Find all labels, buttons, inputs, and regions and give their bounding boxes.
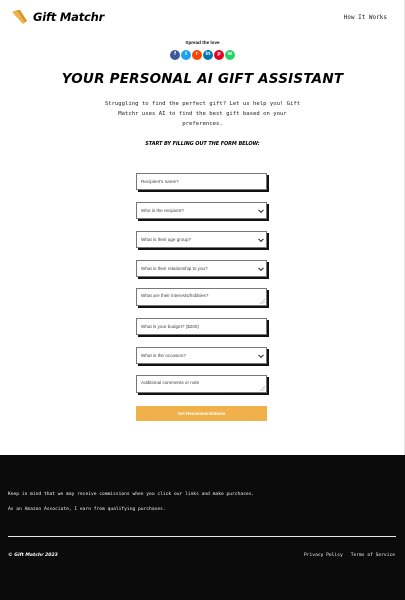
brand-logo[interactable] <box>11 9 104 25</box>
form-heading: START BY FILLING OUT THE FORM BELOW: <box>145 141 260 147</box>
site-footer <box>0 455 405 600</box>
age-group-select-value: What is their age group? <box>141 237 192 242</box>
chevron-down-icon <box>258 352 264 358</box>
chevron-down-icon <box>258 207 264 213</box>
reddit-icon[interactable]: r <box>192 50 202 60</box>
relationship-select-value: What is their relationship to you? <box>141 266 208 271</box>
recipient-name-input[interactable] <box>136 173 267 190</box>
ribbon-icon <box>11 9 29 25</box>
occasion-select[interactable] <box>136 347 267 364</box>
intro-text: Struggling to find the perfect gift? Let us help you! Gift Matchr uses AI to find the best gift based on your preferences. <box>104 101 301 127</box>
pinterest-icon[interactable]: p <box>214 50 224 60</box>
resize-handle-icon[interactable] <box>260 299 265 304</box>
budget-input[interactable] <box>136 318 267 335</box>
amazon-disclaimer: As an Amazon Associate, I earn from qualifying purchases. <box>8 507 166 512</box>
linkedin-icon[interactable]: in <box>203 50 213 60</box>
twitter-icon[interactable]: t <box>181 50 191 60</box>
interests-placeholder: What are their interests/hobbies? <box>141 293 209 298</box>
terms-of-service-link[interactable]: Terms of Service <box>350 553 395 558</box>
commission-disclaimer: Keep in mind that we may receive commissions when you click our links and make purchases. <box>8 492 255 497</box>
legal-links <box>304 553 395 558</box>
chevron-down-icon <box>258 236 264 242</box>
facebook-icon[interactable]: f <box>170 50 180 60</box>
get-recommendations-button[interactable]: Get Recommendations <box>136 406 267 421</box>
chevron-down-icon <box>258 265 264 271</box>
occasion-select-value: What is the occasion? <box>141 353 186 358</box>
age-group-select[interactable] <box>136 231 267 248</box>
site-header <box>0 0 405 34</box>
page-title: YOUR PERSONAL AI GIFT ASSISTANT <box>61 71 344 87</box>
copyright-text: © Gift Matchr 2023 <box>8 553 58 558</box>
recipient-select[interactable] <box>136 202 267 219</box>
footer-divider <box>8 536 396 537</box>
comments-placeholder: Additional comments or note <box>141 380 200 385</box>
brand-name: Gift Matchr <box>33 10 105 24</box>
resize-handle-icon[interactable] <box>260 386 265 391</box>
relationship-select[interactable] <box>136 260 267 277</box>
privacy-policy-link[interactable]: Privacy Policy <box>304 553 343 558</box>
share-label: Spread the love <box>185 40 220 45</box>
budget-placeholder: What is your budget? ($200) <box>141 324 199 329</box>
share-buttons <box>170 50 235 60</box>
recipient-select-value: Who is the recipient? <box>141 208 184 213</box>
recipient-name-placeholder: Recipient's name? <box>141 179 179 184</box>
comments-textarea[interactable] <box>136 375 267 393</box>
interests-textarea[interactable] <box>136 288 267 306</box>
nav-how-it-works-link[interactable]: How It Works <box>343 14 387 21</box>
whatsapp-icon[interactable]: w <box>225 50 235 60</box>
